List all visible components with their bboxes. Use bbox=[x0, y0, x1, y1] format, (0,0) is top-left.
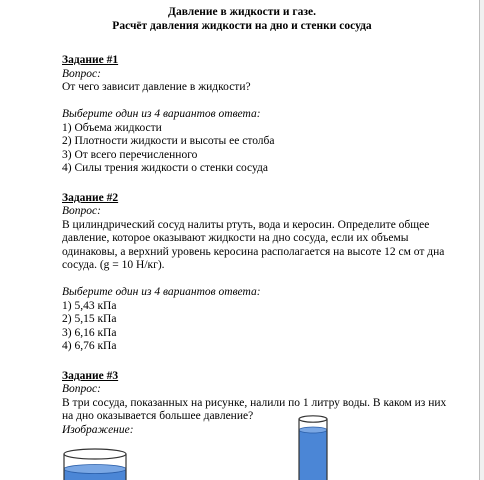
task-header: Задание #3 bbox=[62, 369, 119, 382]
document-body bbox=[62, 54, 447, 453]
wide-vessel-rim bbox=[64, 449, 126, 459]
vessels-figure bbox=[0, 405, 484, 480]
answer-option[interactable]: 3) 6,16 кПа bbox=[62, 326, 117, 339]
image-label: Изображение: bbox=[62, 423, 134, 436]
question-label: Вопрос: bbox=[62, 383, 101, 395]
question-text-line: В цилиндрический сосуд налиты ртуть, вода и керосин. Определите общее bbox=[62, 218, 430, 231]
answer-option[interactable]: 1) Объема жидкости bbox=[62, 121, 162, 134]
doc-title: Давление в жидкости и газе. bbox=[168, 6, 316, 18]
question-label: Вопрос: bbox=[62, 67, 101, 80]
answer-option[interactable]: 2) 5,15 кПа bbox=[62, 313, 117, 325]
tall-vessel-water-surface bbox=[299, 427, 327, 433]
answer-option[interactable]: 4) Силы трения жидкости о стенки сосуда bbox=[62, 162, 268, 174]
answer-option[interactable]: 4) 6,76 кПа bbox=[62, 340, 117, 352]
task-header: Задание #1 bbox=[62, 54, 119, 66]
tall-vessel-water bbox=[299, 430, 327, 480]
question-text-line: на дно оказывается большее давление? bbox=[62, 410, 254, 422]
question-label: Вопрос: bbox=[62, 205, 101, 217]
answer-option[interactable]: 3) От всего перечисленного bbox=[62, 148, 198, 161]
question-text-line: сосуда. (g = 10 Н/кг). bbox=[62, 259, 165, 271]
task-header: Задание #2 bbox=[62, 191, 119, 204]
tall-vessel bbox=[299, 416, 327, 480]
question-text-line: давление, которое оказывают жидкости на дно сосуда, если их объемы bbox=[62, 232, 409, 244]
answer-instruction: Выберите один из 4 вариантов ответа: bbox=[62, 108, 261, 120]
tall-vessel-rim bbox=[299, 416, 327, 422]
answer-option[interactable]: 2) Плотности жидкости и высоты ее столба bbox=[62, 135, 275, 147]
question-text-line: В три сосуда, показанных на рисунке, налили по 1 литру воды. В каком из них bbox=[62, 396, 447, 409]
question-text: От чего зависит давление в жидкости? bbox=[62, 81, 251, 93]
task-1 bbox=[62, 54, 447, 176]
wide-vessel-water-surface bbox=[64, 465, 126, 474]
task-2 bbox=[62, 192, 447, 354]
answer-option[interactable]: 1) 5,43 кПа bbox=[62, 299, 117, 312]
wide-vessel bbox=[64, 449, 126, 480]
doc-subtitle: Расчёт давления жидкости на дно и стенки сосуда bbox=[112, 20, 372, 32]
question-text-line: одинаковы, а верхний уровень керосина располагается на высоте 12 см от дна bbox=[62, 245, 445, 258]
answer-instruction: Выберите один из 4 вариантов ответа: bbox=[62, 286, 261, 298]
